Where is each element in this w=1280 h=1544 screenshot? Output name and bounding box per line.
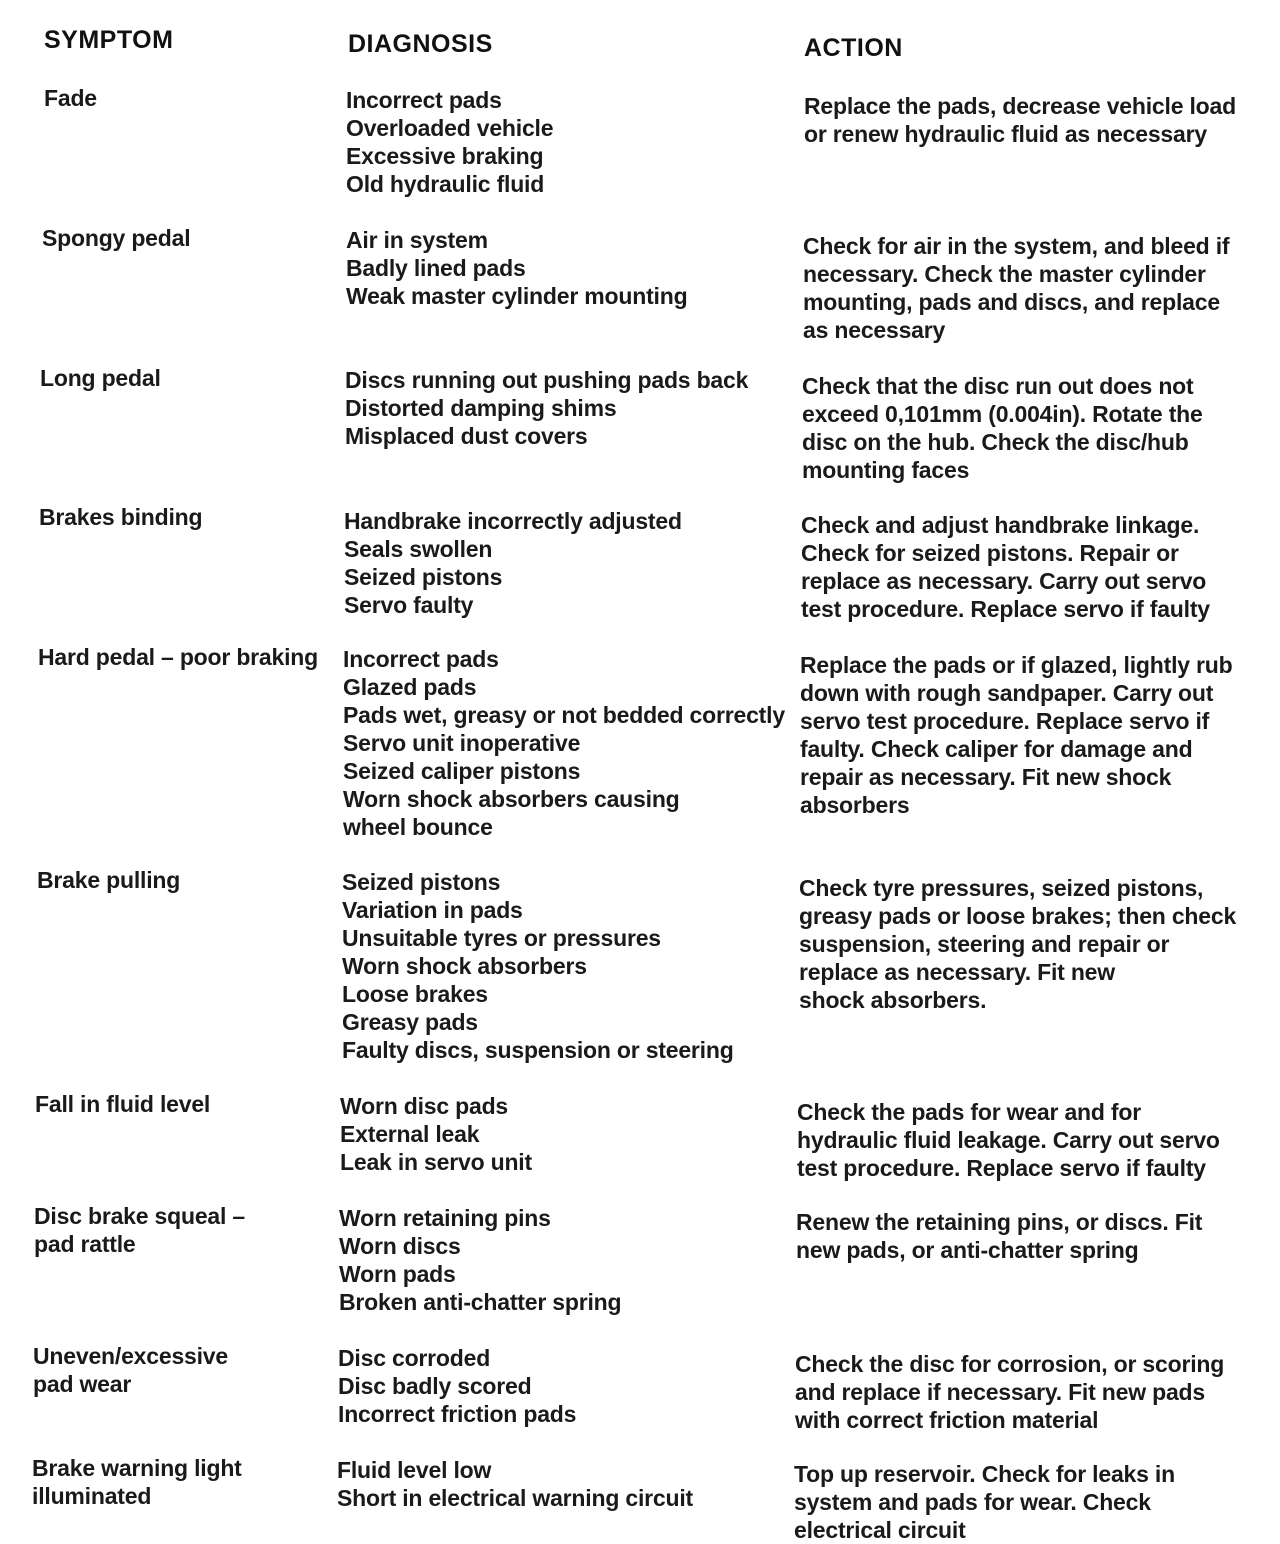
symptom-cell: Fade: [44, 85, 97, 111]
diagnosis-cell: [346, 86, 806, 198]
diagnosis-item: Seized pistons: [342, 869, 501, 895]
action-cell: Renew the retaining pins, or discs. Fit new pads, or anti-chatter spring: [796, 1209, 1203, 1263]
diagnosis-item: Incorrect friction pads: [338, 1401, 577, 1427]
diagnosis-item: Loose brakes: [342, 981, 488, 1007]
diagnosis-item: Incorrect pads: [346, 87, 502, 113]
header-action: ACTION: [804, 34, 903, 62]
diagnosis-item: Seized pistons: [344, 564, 503, 590]
diagnosis-item: External leak: [340, 1121, 480, 1147]
action-cell: Check for air in the system, and bleed if necessary. Check the master cylinder mounting, pads and discs, and replace as necessary: [803, 233, 1230, 343]
diagnosis-item: Servo unit inoperative: [343, 730, 581, 756]
action-cell: Check tyre pressures, seized pistons, greasy pads or loose brakes; then check suspension, steering and repair or replace as necessary. Fit new shock absorbers.: [799, 875, 1237, 1013]
diagnosis-item: Pads wet, greasy or not bedded correctly: [343, 702, 785, 728]
diagnosis-cell: [340, 1092, 800, 1176]
diagnosis-item: Variation in pads: [342, 897, 523, 923]
action-cell: Check that the disc run out does not exceed 0,101mm (0.004in). Rotate the disc on the hub. Check the disc/hub mounting faces: [802, 373, 1203, 483]
symptom-cell: Brake pulling: [37, 867, 181, 893]
diagnosis-item: Disc corroded: [338, 1345, 491, 1371]
diagnosis-item: Worn pads: [339, 1261, 456, 1287]
diagnosis-item: Glazed pads: [343, 674, 477, 700]
symptom-cell: Brakes binding: [39, 504, 203, 530]
symptom-cell: Brake warning light illuminated: [32, 1455, 242, 1509]
diagnosis-item: Faulty discs, suspension or steering: [342, 1037, 734, 1063]
diagnosis-item: Incorrect pads: [343, 646, 499, 672]
action-cell: Replace the pads or if glazed, lightly rub down with rough sandpaper. Carry out servo test procedure. Replace servo if faulty. Check caliper for damage and repair as necessary. Fit new shock absorbers: [800, 652, 1233, 818]
symptom-cell: Uneven/excessive pad wear: [33, 1343, 228, 1397]
action-cell: Top up reservoir. Check for leaks in system and pads for wear. Check electrical circuit: [794, 1461, 1175, 1543]
diagnosis-item: Worn disc pads: [340, 1093, 509, 1119]
diagnosis-item: Broken anti-chatter spring: [339, 1289, 622, 1315]
diagnosis-item: Unsuitable tyres or pressures: [342, 925, 661, 951]
action-cell: Check the pads for wear and for hydraulic fluid leakage. Carry out servo test procedure. Replace servo if faulty: [797, 1099, 1220, 1181]
diagnosis-item: Seals swollen: [344, 536, 493, 562]
diagnosis-item: Worn shock absorbers causing: [343, 786, 680, 812]
diagnosis-cell: [337, 1456, 797, 1512]
diagnosis-cell: [338, 1344, 798, 1428]
diagnosis-item: Weak master cylinder mounting: [346, 283, 688, 309]
diagnosis-item: Worn retaining pins: [339, 1205, 551, 1231]
symptom-cell: Fall in fluid level: [35, 1091, 211, 1117]
diagnosis-item: Servo faulty: [344, 592, 474, 618]
diagnosis-cell: [343, 645, 803, 841]
diagnosis-item: Discs running out pushing pads back: [345, 367, 749, 393]
symptom-cell: Long pedal: [40, 365, 161, 391]
header-diagnosis: DIAGNOSIS: [348, 30, 493, 58]
symptom-cell: Hard pedal – poor braking: [38, 644, 318, 670]
header-symptom: SYMPTOM: [44, 26, 174, 54]
diagnosis-item: Handbrake incorrectly adjusted: [344, 508, 682, 534]
action-cell: Check and adjust handbrake linkage. Check for seized pistons. Repair or replace as necessary. Carry out servo test procedure. Replace servo if faulty: [801, 512, 1210, 622]
diagnosis-item: Distorted damping shims: [345, 395, 617, 421]
diagnosis-item: Greasy pads: [342, 1009, 478, 1035]
diagnosis-item: Misplaced dust covers: [345, 423, 588, 449]
action-cell: Replace the pads, decrease vehicle load or renew hydraulic fluid as necessary: [804, 93, 1236, 147]
diagnosis-item: Worn discs: [339, 1233, 461, 1259]
diagnosis-cell: [345, 366, 805, 450]
diagnosis-item: Overloaded vehicle: [346, 115, 554, 141]
symptom-cell: Disc brake squeal – pad rattle: [34, 1203, 245, 1257]
diagnosis-cell: [344, 507, 804, 619]
diagnosis-item: Badly lined pads: [346, 255, 526, 281]
diagnosis-item: Worn shock absorbers: [342, 953, 587, 979]
diagnosis-item: wheel bounce: [343, 814, 493, 840]
diagnosis-item: Seized caliper pistons: [343, 758, 581, 784]
diagnosis-item: Leak in servo unit: [340, 1149, 532, 1175]
diagnosis-item: Disc badly scored: [338, 1373, 532, 1399]
diagnosis-item: Short in electrical warning circuit: [337, 1485, 693, 1511]
diagnosis-item: Air in system: [346, 227, 488, 253]
diagnosis-item: Excessive braking: [346, 143, 544, 169]
symptom-cell: Spongy pedal: [42, 225, 191, 251]
diagnosis-cell: [342, 868, 802, 1064]
diagnosis-item: Fluid level low: [337, 1457, 492, 1483]
action-cell: Check the disc for corrosion, or scoring and replace if necessary. Fit new pads with correct friction material: [795, 1351, 1225, 1433]
diagnosis-cell: [346, 226, 806, 310]
diagnosis-cell: [339, 1204, 799, 1316]
diagnosis-item: Old hydraulic fluid: [346, 171, 545, 197]
